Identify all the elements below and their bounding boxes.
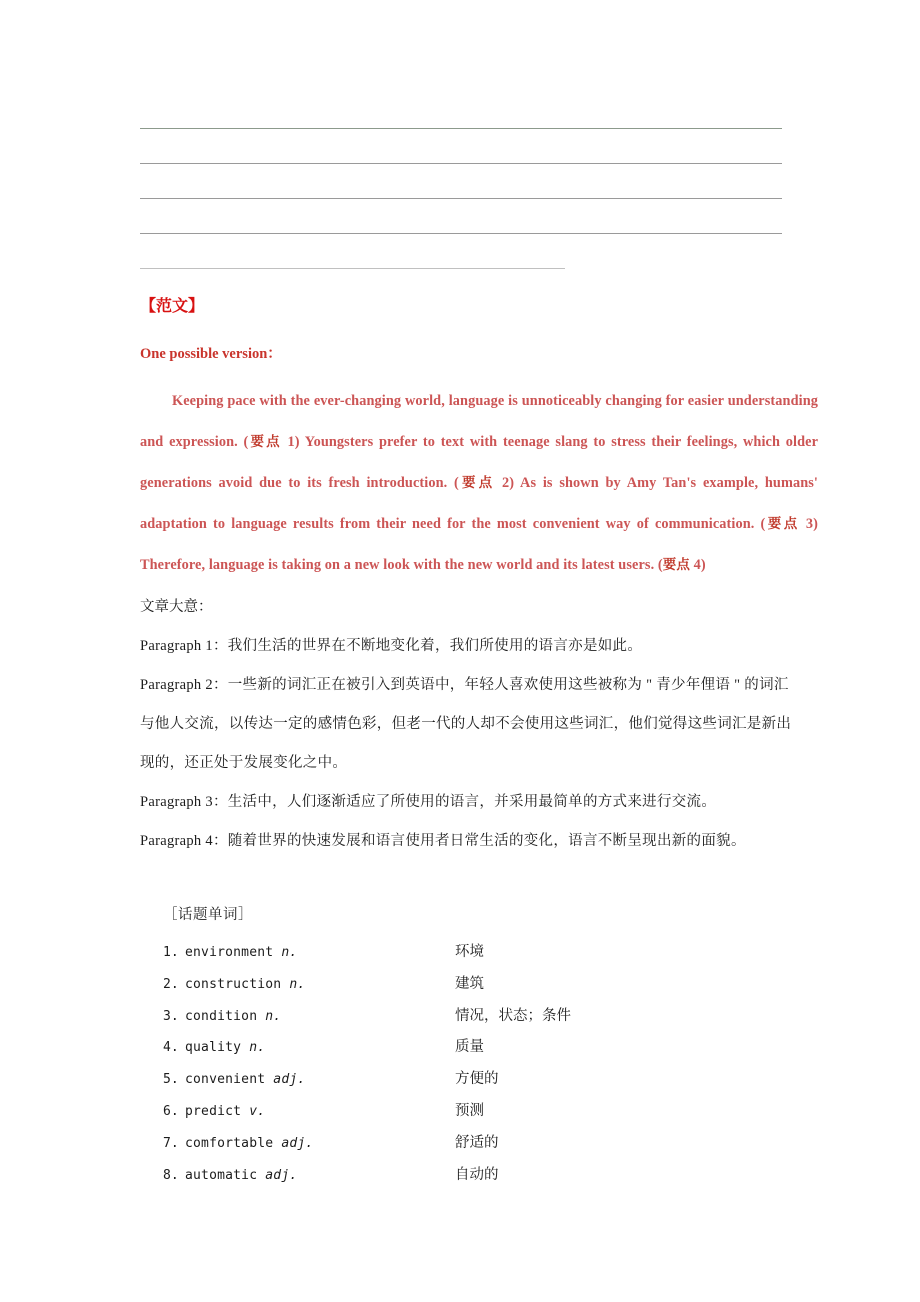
vocabulary-word: condition n. — [185, 1008, 282, 1024]
vocabulary-part-of-speech: v. — [249, 1103, 266, 1119]
vocabulary-word: convenient adj. — [185, 1072, 306, 1088]
vocabulary-meaning: 环境 — [455, 944, 484, 960]
vocabulary-index: 5. — [163, 1072, 179, 1088]
vocabulary-index: 3. — [163, 1008, 179, 1024]
vocabulary-word: environment n. — [185, 945, 298, 960]
vocabulary-part-of-speech: n. — [281, 945, 298, 960]
essay-point-marker: 要点 — [662, 557, 690, 573]
vocabulary-part-of-speech: n. — [289, 976, 306, 992]
essay-text-run: Keeping pace with the ever-changing world, language is unnoticeably changing for easier understanding and expression. ( — [140, 393, 818, 450]
essay-point-marker: 要点 — [248, 434, 282, 450]
topic-vocabulary-section — [163, 903, 783, 1194]
vocabulary-row — [163, 972, 783, 1004]
vocabulary-index: 1. — [163, 945, 179, 960]
sample-essay-body — [140, 381, 818, 586]
vocabulary-row — [163, 1131, 783, 1163]
essay-text-run: 3) Therefore, language is taking on a new look with the new world and its latest users. ( — [140, 516, 818, 573]
rule-line — [140, 128, 782, 129]
vocabulary-index: 7. — [163, 1135, 179, 1151]
vocabulary-meaning: 自动的 — [455, 1166, 499, 1183]
vocabulary-row — [163, 940, 783, 972]
vocabulary-meaning: 情况，状态；条件 — [455, 1007, 571, 1024]
vocabulary-row — [163, 1163, 783, 1195]
vocabulary-word: predict v. — [185, 1103, 266, 1119]
vocabulary-meaning: 质量 — [455, 1039, 484, 1056]
summary-paragraph: Paragraph 1：我们生活的世界在不断地变化着，我们所使用的语言亦是如此。 — [140, 638, 643, 654]
vocabulary-part-of-speech: adj. — [273, 1072, 306, 1088]
answer-rule-lines — [140, 128, 782, 269]
vocabulary-meaning: 舒适的 — [455, 1134, 499, 1151]
essay-point-marker: 要点 — [765, 516, 800, 532]
summary-paragraph: Paragraph 4：随着世界的快速发展和语言使用者日常生活的变化，语言不断呈现出新的面貌。 — [140, 833, 746, 849]
vocabulary-meaning: 预测 — [455, 1102, 484, 1119]
vocabulary-row — [163, 1004, 783, 1036]
vocabulary-index: 4. — [163, 1040, 179, 1056]
rule-line — [140, 198, 782, 199]
summary-paragraph: Paragraph 2：一些新的词汇正在被引入到英语中，年轻人喜欢使用这些被称为 " 青少年俚语 " 的词汇与他人交流，以传达一定的感情色彩，但老一代的人却不会使用这些词汇，他们觉得这些词汇是新出现的，还正处于发展变化之中。 — [140, 677, 792, 771]
essay-text-run: 4) — [689, 557, 706, 573]
one-possible-version-label: One possible version： — [140, 346, 282, 362]
vocabulary-index: 2. — [163, 976, 179, 992]
vocabulary-part-of-speech: adj. — [281, 1135, 314, 1151]
vocabulary-part-of-speech: n. — [265, 1008, 282, 1024]
vocabulary-list — [163, 940, 783, 1194]
vocabulary-row — [163, 1067, 783, 1099]
vocabulary-row — [163, 1099, 783, 1131]
vocabulary-index: 8. — [163, 1167, 179, 1183]
vocabulary-word: automatic adj. — [185, 1167, 298, 1183]
rule-line-short — [140, 268, 565, 269]
vocabulary-meaning: 建筑 — [455, 975, 484, 992]
essay-point-marker: 要点 — [458, 475, 496, 491]
vocabulary-meaning: 方便的 — [455, 1071, 499, 1088]
essay-text-run: 1) Youngsters prefer to text with teenage slang to stress their feelings, which older generations avoid due to its fresh introduction. ( — [140, 434, 819, 491]
vocabulary-part-of-speech: n. — [249, 1040, 266, 1056]
rule-line — [140, 233, 782, 234]
vocabulary-part-of-speech: adj. — [265, 1167, 298, 1183]
vocabulary-index: 6. — [163, 1103, 179, 1119]
vocabulary-word: construction n. — [185, 976, 306, 992]
summary-paragraph: Paragraph 3：生活中，人们逐渐适应了所使用的语言，并采用最简单的方式来进行交流。 — [140, 794, 717, 810]
article-summary — [140, 588, 800, 861]
summary-title: 文章大意： — [140, 599, 213, 615]
rule-line — [140, 163, 782, 164]
vocabulary-word: comfortable adj. — [185, 1135, 314, 1151]
vocabulary-row — [163, 1035, 783, 1067]
sample-essay-heading: 【范文】 — [140, 296, 205, 315]
vocabulary-word: quality n. — [185, 1040, 266, 1056]
vocabulary-title: ［话题单词］ — [163, 907, 253, 923]
essay-text-run: 2) As is shown by Amy Tan's example, humans' adaptation to language results from their need for the most convenient way of communication. ( — [140, 475, 819, 532]
